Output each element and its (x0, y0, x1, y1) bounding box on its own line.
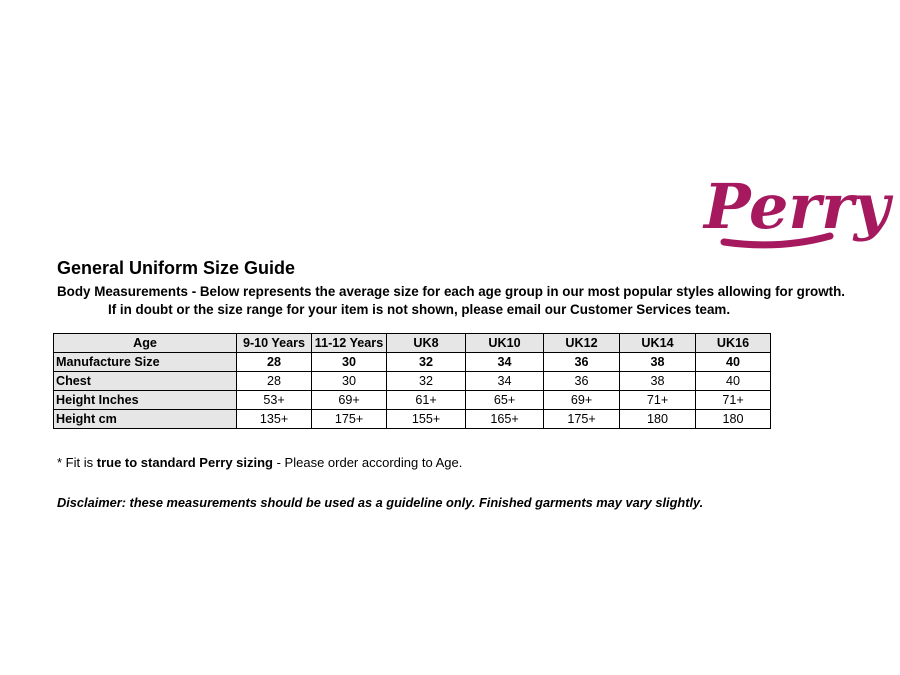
header-cell: UK14 (620, 334, 696, 353)
table-cell: 65+ (466, 391, 544, 410)
table-cell: 175+ (544, 410, 620, 429)
table-cell: 61+ (387, 391, 466, 410)
table-cell: 175+ (312, 410, 387, 429)
table-cell: 180 (696, 410, 771, 429)
header-cell: UK10 (466, 334, 544, 353)
table-cell: 135+ (237, 410, 312, 429)
table-cell: 34 (466, 372, 544, 391)
header-cell: 9-10 Years (237, 334, 312, 353)
table-row (54, 391, 771, 410)
table-row (54, 410, 771, 429)
logo-wordmark: Perry (704, 170, 890, 243)
table-cell: 180 (620, 410, 696, 429)
header-cell: UK12 (544, 334, 620, 353)
table-cell: 71+ (696, 391, 771, 410)
row-label: Height Inches (54, 391, 237, 410)
table-row (54, 372, 771, 391)
fit-note (57, 455, 462, 470)
header-cell: Age (54, 334, 237, 353)
intro-line-1: Body Measurements - Below represents the average size for each age group in our most popular styles allowing for growth. (57, 284, 845, 299)
table-cell: 30 (312, 372, 387, 391)
table-cell: 28 (237, 353, 312, 372)
size-table (53, 333, 771, 429)
table-cell: 36 (544, 372, 620, 391)
table-cell: 28 (237, 372, 312, 391)
table-cell: 32 (387, 372, 466, 391)
fit-note-prefix: * Fit is (57, 455, 97, 470)
perry-logo (700, 162, 890, 257)
table-cell: 34 (466, 353, 544, 372)
table-cell: 38 (620, 353, 696, 372)
header-cell: UK8 (387, 334, 466, 353)
table-row (54, 353, 771, 372)
header-cell: UK16 (696, 334, 771, 353)
header-cell: 11-12 Years (312, 334, 387, 353)
table-cell: 53+ (237, 391, 312, 410)
intro-text (57, 283, 857, 319)
fit-note-suffix: - Please order according to Age. (273, 455, 463, 470)
table-cell: 155+ (387, 410, 466, 429)
table-cell: 38 (620, 372, 696, 391)
perry-logo-icon (700, 162, 890, 257)
table-cell: 40 (696, 353, 771, 372)
table-cell: 36 (544, 353, 620, 372)
table-header-row (54, 334, 771, 353)
table-cell: 165+ (466, 410, 544, 429)
row-label: Chest (54, 372, 237, 391)
intro-line-2: If in doubt or the size range for your item is not shown, please email our Customer Services team. (108, 302, 731, 317)
fit-note-bold: true to standard Perry sizing (96, 455, 273, 470)
row-label: Manufacture Size (54, 353, 237, 372)
table-cell: 71+ (620, 391, 696, 410)
disclaimer: Disclaimer: these measurements should be used as a guideline only. Finished garments may vary slightly. (57, 495, 704, 510)
table-cell: 40 (696, 372, 771, 391)
page-title: General Uniform Size Guide (57, 258, 296, 278)
table-cell: 32 (387, 353, 466, 372)
table-cell: 69+ (312, 391, 387, 410)
table-cell: 69+ (544, 391, 620, 410)
table-cell: 30 (312, 353, 387, 372)
row-label: Height cm (54, 410, 237, 429)
